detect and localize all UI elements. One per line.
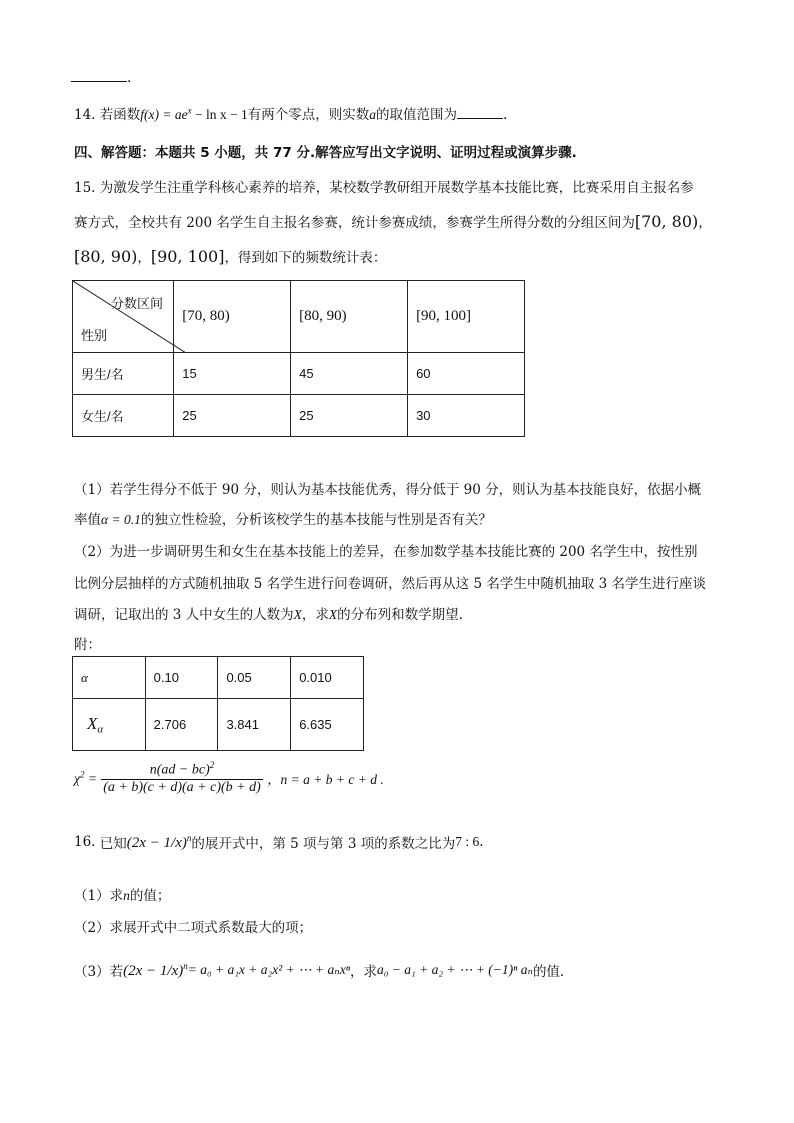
cell: 25 xyxy=(291,395,408,437)
q16-part3: （3）若$(2x - 1/x)^n= a_0 + a_1x + a_2x^2$ + ⋯ + aₙxⁿ，求a₀ − a₁ + a₂ + ⋯ + (−1)ⁿ aₙ的值. xyxy=(74,960,565,980)
answer-blank xyxy=(457,117,503,119)
q16-part1: （1）求n的值； xyxy=(74,888,171,904)
cell: 25 xyxy=(174,395,291,437)
table-row xyxy=(73,353,525,395)
row-label: 男生/名 xyxy=(73,353,174,395)
table-row xyxy=(73,395,525,437)
cell: 0.05 xyxy=(218,657,291,699)
x-alpha-label: $X_\alpha$ xyxy=(73,699,146,751)
header-interval-label: 分数区间 xyxy=(111,296,164,311)
binomial-expression: $(2x - 1/x)^n$ xyxy=(126,832,192,851)
alpha-label: α xyxy=(73,657,146,699)
question-16: 16. 已知$(2x - 1/x)^n$的展开式中，第 5 项与第 3 项的系数之比为7 : 6. xyxy=(74,832,484,852)
q15-part1-line1: （1）若学生得分不低于 90 分，则认为基本技能优秀，得分低于 90 分，则认为基本技能良好，依据小概 xyxy=(74,482,702,498)
cell: 0.010 xyxy=(291,657,364,699)
q15-part2-line3: 调研，记取出的 3 人中女生的人数为X，求X的分布列和数学期望. xyxy=(74,607,463,623)
function-expression: $f(x) = ae^x - \ln x - 1$ xyxy=(140,105,248,122)
row-label: 女生/名 xyxy=(73,395,174,437)
table-row xyxy=(73,657,364,699)
chi-square-formula: $\chi^2$ = $\frac{n(ad - bc)^2}{(a + b)(c + d)(a + c)(b + d)}$ ，n = a + b + c + d . xyxy=(74,760,384,795)
cell: 60 xyxy=(408,353,525,395)
cell: 15 xyxy=(174,353,291,395)
q15-line-1: 15. 为激发学生注重学科核心素养的培养，某校数学教研组开展数学基本技能比赛，比赛采用自主报名参 xyxy=(74,180,694,196)
top-answer-blank: . xyxy=(71,70,131,86)
q15-part2-line2: 比例分层抽样的方式随机抽取 5 名学生进行问卷调研，然后再从这 5 名学生中随机抽取 3 名学生进行座谈 xyxy=(74,576,707,592)
cell: 30 xyxy=(408,395,525,437)
header-gender-label: 性别 xyxy=(81,328,108,343)
interval-header: [90, 100] xyxy=(408,281,525,353)
frequency-table xyxy=(72,280,525,437)
cell: 6.635 xyxy=(291,699,364,751)
section-heading: 四、解答题：本题共 5 小题，共 77 分.解答应写出文字说明、证明过程或演算步骤. xyxy=(74,145,577,161)
table-row xyxy=(73,699,364,751)
cell: 45 xyxy=(291,353,408,395)
interval-header: [80, 90) xyxy=(291,281,408,353)
question-14: 14. 若函数$f(x) = ae^x - \ln x - 1$有两个零点，则实数a的取值范围为 . xyxy=(74,105,508,123)
q15-part1-line2: 率值α = 0.1的独立性检验，分析该校学生的基本技能与性别是否有关？ xyxy=(74,512,492,528)
q16-part2: （2）求展开式中二项式系数最大的项； xyxy=(74,920,313,936)
table-diagonal-header xyxy=(73,281,174,353)
interval-header: [70, 80) xyxy=(174,281,291,353)
cell: 2.706 xyxy=(145,699,218,751)
q15-part2-line1: （2）为进一步调研男生和女生在基本技能上的差异，在参加数学基本技能比赛的 200 名学生中，按性别 xyxy=(74,544,698,560)
q15-line-3: [80, 90)，[90, 100]，得到如下的频数统计表： xyxy=(74,247,387,266)
cell: 3.841 xyxy=(218,699,291,751)
q15-line-2: 赛方式，全校共有 200 名学生自主报名参赛，统计参赛成绩，参赛学生所得分数的分组区间为[70, 80)， xyxy=(74,212,712,231)
cell: 0.10 xyxy=(145,657,218,699)
critical-value-table xyxy=(72,656,364,751)
appendix-label: 附： xyxy=(74,637,101,653)
